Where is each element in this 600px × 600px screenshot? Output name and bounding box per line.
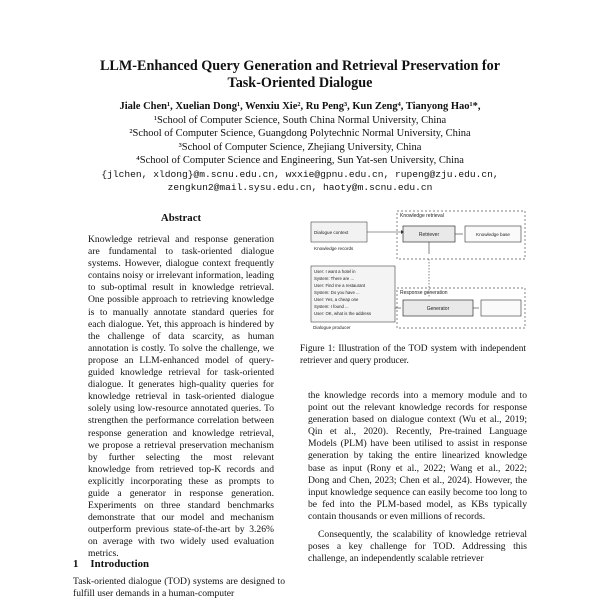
retriever-label: Retriever <box>418 232 440 238</box>
response-output-box <box>481 300 521 316</box>
dialogue-line: System: I found ... <box>314 304 349 309</box>
affiliation-3: ³School of Computer Science, Zhejiang University, China <box>178 141 422 153</box>
dialogue-line: User: I want a hotel in <box>314 269 356 274</box>
right-paragraph-2: Consequently, the scalability of knowledge retrieval poses a key challenge for TOD. Addressing this challenge, an independently scalable retriever <box>308 529 527 565</box>
dialogue-context-label: Dialogue context <box>314 230 349 235</box>
affiliation-2: ²School of Computer Science, Guangdong Polytechnic Normal University, China <box>129 128 471 139</box>
figure-1-caption: Figure 1: Illustration of the TOD system with independent retriever and query producer. <box>300 344 526 366</box>
abstract-text: Knowledge retrieval and response generation are fundamental to task-oriented dialogue systems. However, dialogue context frequently contains noisy or irrelevant information, leading to sub-optimal result in knowledge retrieval. One possible approach to retrieving knowledge is to manually annotate standard queries for each dialogue. Yet, this approach is hindered by the challenge of data scarcity, as human annotation is costly. To solve the challenge, we propose an LLM-enhanced model of query-guided knowledge retrieval for task-oriented dialogue. It generates high-quality queries for knowledge retrieval in task-oriented dialogue solely using low-resource annotated queries. To strengthen the performance correlation between response generation and knowledge retrieval, we propose a retrieval preservation mechanism by further selecting the most relevant knowledge from retrieved top-K records and explicitly incorporating these as prompts to guide a generator in response generation. Experiments on three standard benchmarks demonstrate that our model and mechanism outperform previous state-of-the-art by 3.26% on average with two widely used evaluation metrics. <box>88 234 274 560</box>
dialogue-line: User: Yes, a cheap one <box>314 297 359 302</box>
affiliation-4: ⁴School of Computer Science and Engineering, Sun Yat-sen University, China <box>136 155 464 166</box>
right-column-text <box>308 390 527 565</box>
knowledge-records-label: Knowledge records <box>314 246 354 251</box>
abstract-heading: Abstract <box>160 212 202 224</box>
emails-line-2: zengkun2@mail.sysu.edu.cn, haoty@m.scnu.edu.cn <box>167 182 433 193</box>
right-paragraph-1: the knowledge records into a memory module and to point out the relevant knowledge records for response generation based on dialogue context (Wu et al., 2019; Qin et al., 2020). Recently, Pre-trained Language Models (PLM) have been utilised to assist in response generation by taking the entire linearized knowledge base as input (Rony et al., 2022; Wang et al., 2022; Dong and Chen, 2023; Chen et al., 2024). However, the input knowledge sequence can easily become too long to be fed into the PLM-based model, as KBs typically contain thousands or even millions of records. <box>308 390 527 522</box>
author-block <box>30 100 570 195</box>
response-generation-label: Response generation <box>400 290 448 296</box>
knowledge-base-label: Knowledge base <box>476 232 510 237</box>
dialogue-line: System: There are ... <box>314 276 355 281</box>
author-names: Jiale Chen¹, Xuelian Dong¹, Wenxiu Xie², Ru Peng³, Kun Zeng⁴, Tianyong Hao¹*, <box>119 101 481 112</box>
figure-1-diagram <box>297 208 528 334</box>
knowledge-retrieval-label: Knowledge retrieval <box>400 213 444 219</box>
generator-label: Generator <box>426 306 450 312</box>
section-heading-introduction <box>73 558 149 570</box>
section-number: 1 <box>73 558 79 570</box>
introduction-text: Task-oriented dialogue (TOD) systems are designed to fulfill user demands in a human-computer <box>73 576 285 600</box>
dialogue-line: System: Do you have ... <box>314 290 360 295</box>
affiliation-1: ¹School of Computer Science, South China Normal University, China <box>153 114 447 126</box>
dialogue-line: User: Find me a restaurant <box>314 283 366 288</box>
dialogue-producer-label: Dialogue producer <box>313 325 351 330</box>
title-line-1: LLM-Enhanced Query Generation and Retrieval Preservation for <box>99 58 501 74</box>
dialogue-line: User: OK, what is the address <box>314 311 372 316</box>
title-line-2: Task-Oriented Dialogue <box>227 75 373 91</box>
emails-line-1: {jlchen, xldong}@m.scnu.edu.cn, wxxie@gpnu.edu.cn, rupeng@zju.edu.cn, <box>101 168 499 180</box>
paper-title <box>40 58 560 92</box>
section-title: Introduction <box>90 558 150 570</box>
